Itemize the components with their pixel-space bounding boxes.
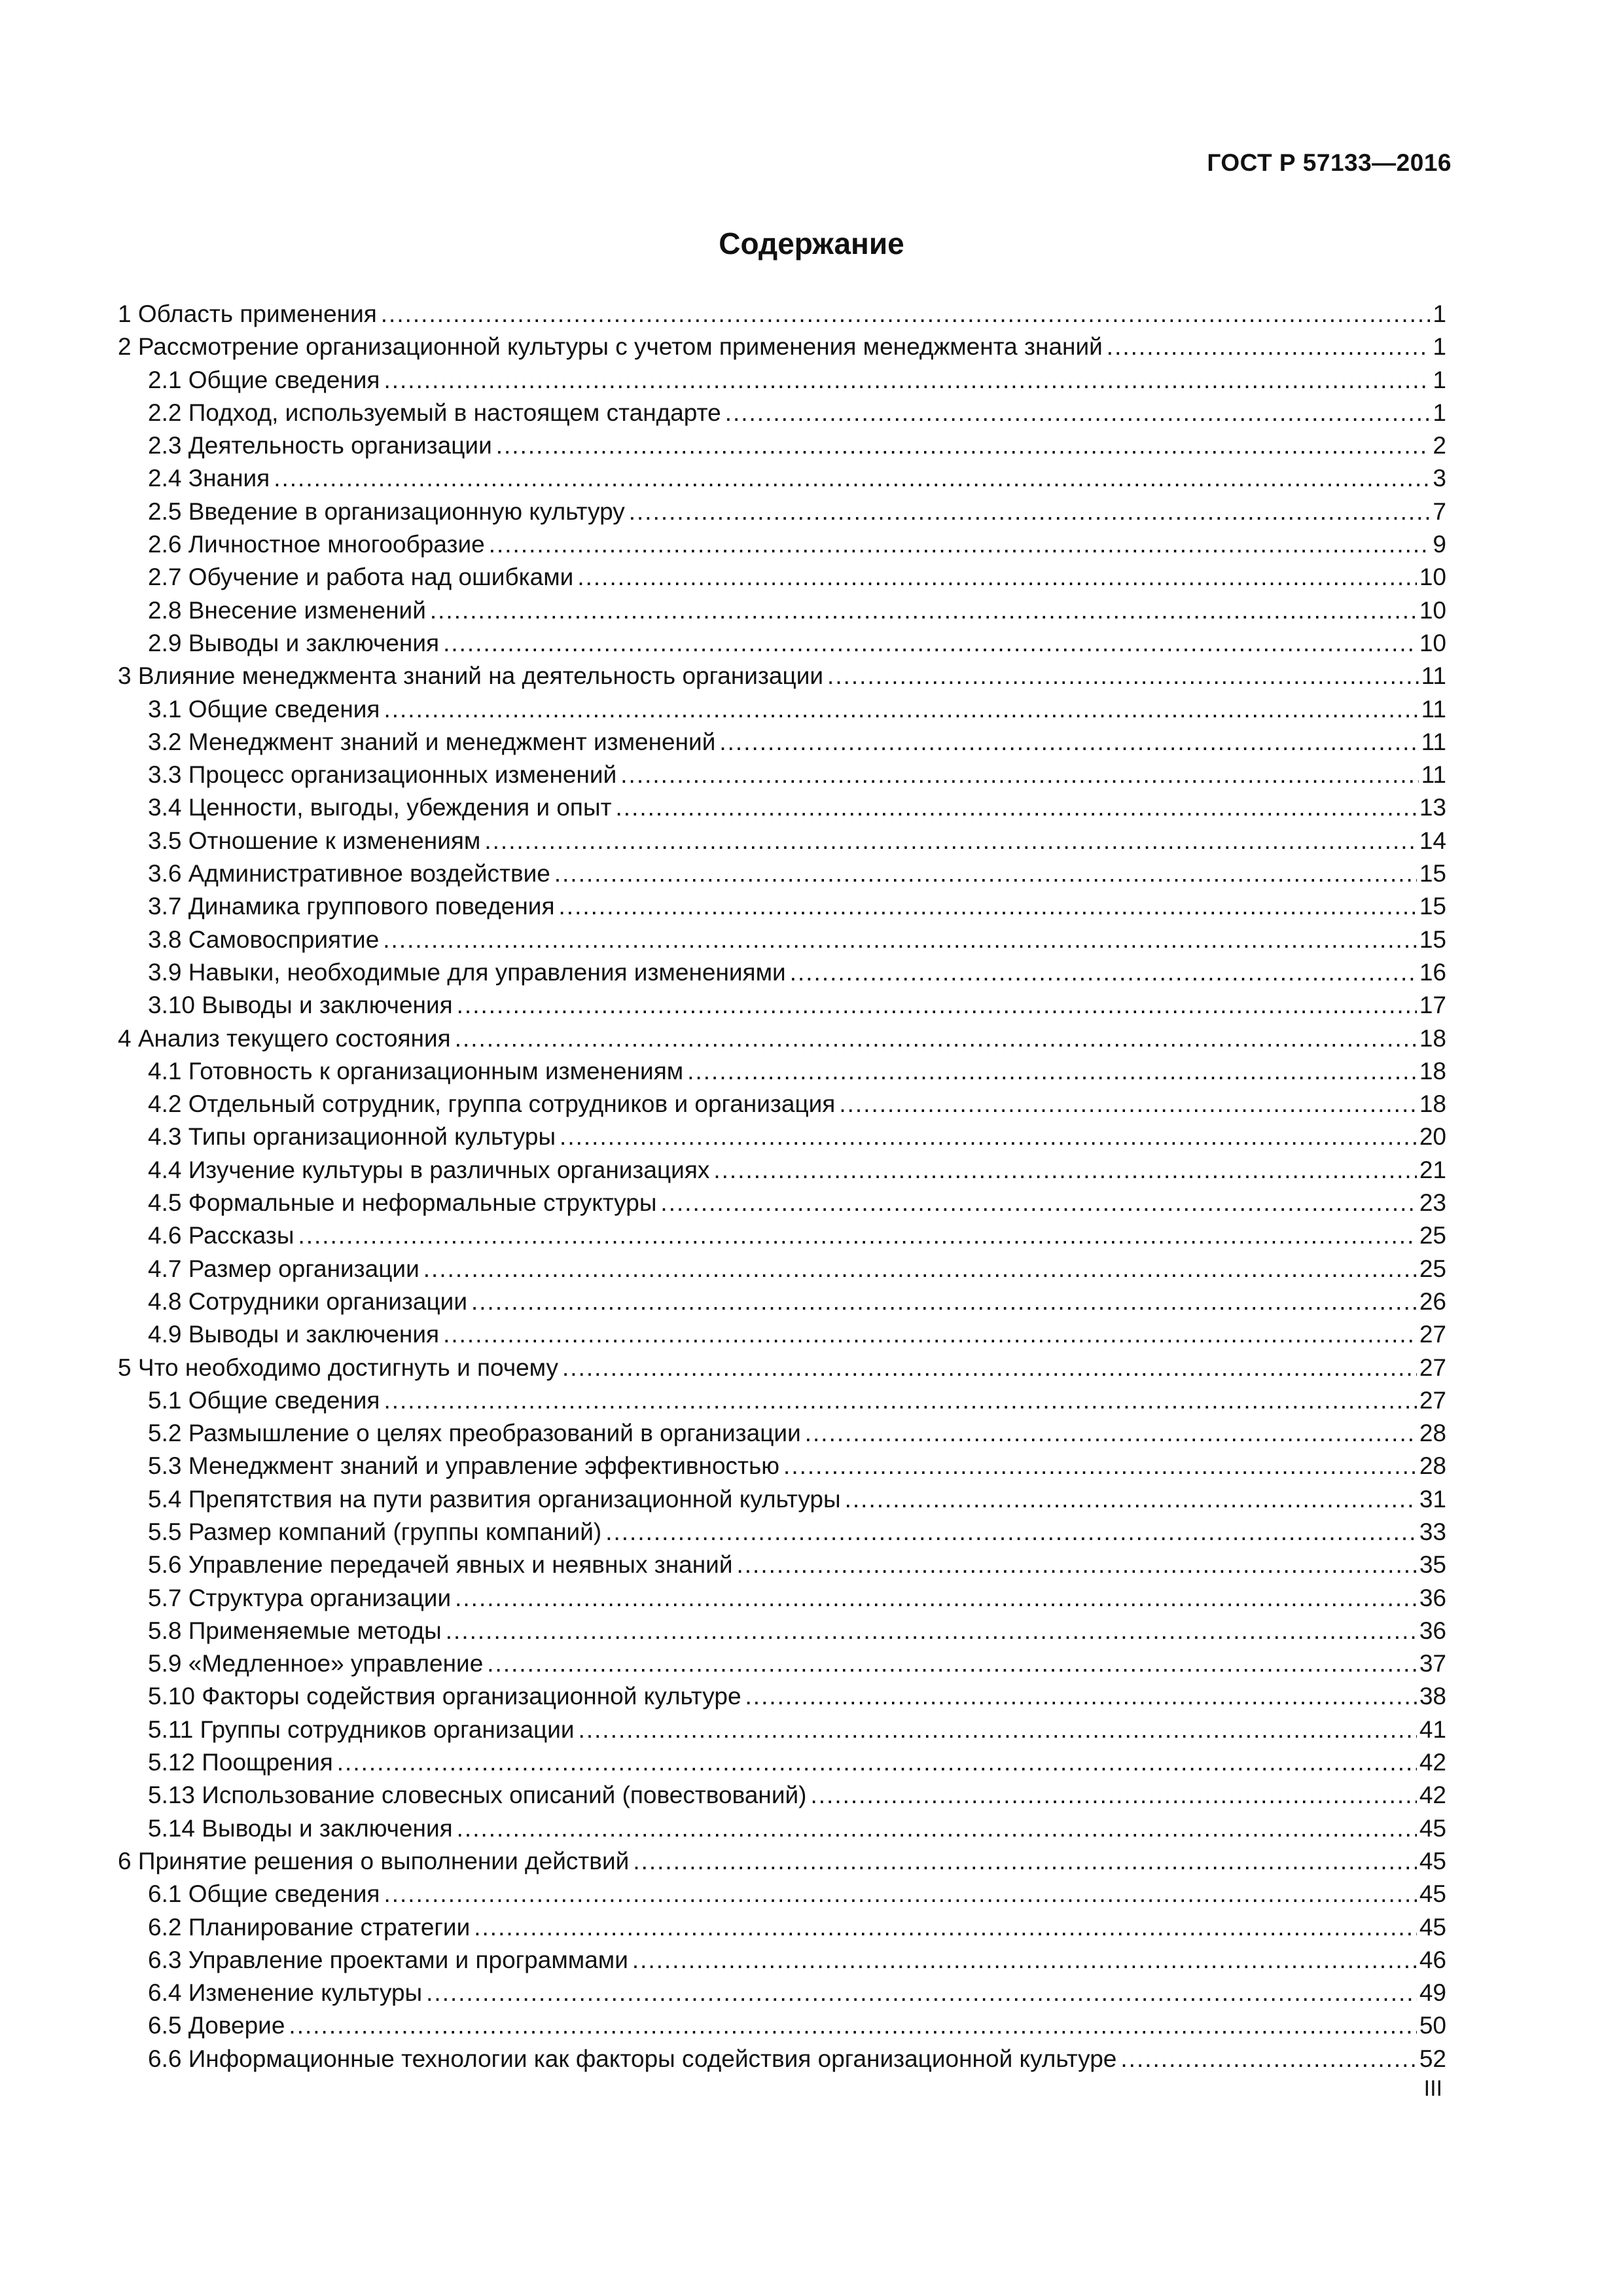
toc-entry[interactable] [118,1779,1446,1812]
toc-entry-page: 50 [1419,2012,1446,2039]
toc-dot-leader [457,1812,1417,1845]
toc-entry-page: 45 [1419,1847,1446,1874]
toc-dot-leader [577,561,1417,594]
toc-dot-leader [605,1516,1417,1549]
toc-entry-page: 14 [1419,827,1446,854]
toc-entry-label: 3.3 Процесс организационных изменений [148,761,617,789]
toc-entry[interactable] [118,1516,1446,1549]
toc-entry-label: 2.3 Деятельность организации [148,432,492,459]
toc-entry-label: 3 Влияние менеджмента знаний на деятельность организации [118,662,824,690]
toc-dot-leader [383,1878,1416,1910]
toc-dot-leader [633,1845,1417,1878]
toc-dot-leader [632,1944,1417,1977]
toc-entry-label: 3.7 Динамика группового поведения [148,893,555,920]
toc-entry[interactable] [118,1483,1446,1516]
toc-entry[interactable] [118,1549,1446,1581]
toc-dot-leader [383,364,1430,397]
document-code: ГОСТ Р 57133—2016 [1207,149,1452,176]
toc-entry-label: 2 Рассмотрение организационной культуры с учетом применения менеджмента знаний [118,333,1103,361]
toc-entry[interactable] [118,1121,1446,1153]
toc-entry-page: 18 [1419,1024,1446,1052]
toc-entry-page: 15 [1419,860,1446,888]
toc-entry[interactable] [118,1944,1446,1977]
toc-entry-label: 4.8 Сотрудники организации [148,1287,467,1315]
toc-entry[interactable] [118,1911,1446,1944]
page-title: Содержание [719,226,904,260]
toc-dot-leader [337,1746,1417,1779]
toc-entry-label: 3.5 Отношение к изменениям [148,827,481,854]
toc-entry-page: 41 [1419,1715,1446,1743]
toc-dot-leader [554,857,1417,890]
toc-entry[interactable] [118,857,1446,890]
toc-entry[interactable] [118,1878,1446,1910]
toc-entry-page: 27 [1419,1321,1446,1348]
toc-entry-page: 15 [1419,893,1446,920]
toc-entry-page: 17 [1419,992,1446,1019]
toc-entry-label: 5.8 Применяемые методы [148,1617,442,1644]
toc-entry-page: 1 [1433,366,1446,393]
toc-entry-label: 2.7 Обучение и работа над ошибками [148,564,574,591]
toc-dot-leader [426,1977,1417,2009]
toc-entry-page: 46 [1419,1946,1446,1973]
toc-entry-label: 6.3 Управление проектами и программами [148,1946,628,1973]
toc-entry[interactable] [118,627,1446,660]
toc-entry[interactable] [118,1746,1446,1779]
toc-entry[interactable] [118,1154,1446,1187]
toc-entry[interactable] [118,1845,1446,1878]
toc-entry[interactable] [118,2043,1446,2075]
toc-entry-label: 2.2 Подход, используемый в настоящем стандарте [148,399,721,426]
toc-dot-leader [383,693,1418,726]
toc-entry[interactable] [118,759,1446,791]
toc-entry-label: 5.10 Факторы содействия организационной культуре [148,1683,741,1710]
toc-dot-leader [298,1219,1416,1252]
toc-entry-label: 5.2 Размышление о целях преобразований в организации [148,1420,801,1447]
toc-entry-page: 45 [1419,1880,1446,1908]
toc-entry[interactable] [118,726,1446,759]
toc-entry-label: 5.4 Препятствия на пути развития организационной культуры [148,1485,841,1513]
toc-dot-leader [562,1352,1417,1384]
toc-entry-page: 1 [1433,399,1446,426]
toc-dot-leader [489,528,1431,561]
toc-entry-page: 16 [1419,958,1446,986]
page-number: III [1423,2076,1442,2101]
toc-entry-label: 2.1 Общие сведения [148,366,380,393]
toc-entry-label: 5.6 Управление передачей явных и неявных знаний [148,1551,733,1579]
toc-dot-leader [719,726,1418,759]
toc-entry-page: 37 [1419,1650,1446,1677]
toc-dot-leader [443,627,1417,660]
toc-entry[interactable] [118,1318,1446,1351]
toc-entry-page: 52 [1419,2045,1446,2072]
toc-entry-page: 11 [1421,728,1446,755]
toc-entry-label: 2.6 Личностное многообразие [148,531,485,558]
toc-entry-page: 1 [1433,333,1446,361]
toc-dot-leader [496,429,1431,462]
toc-entry[interactable] [118,1352,1446,1384]
toc-entry[interactable] [118,528,1446,561]
toc-entry-page: 23 [1419,1189,1446,1217]
toc-entry[interactable] [118,594,1446,627]
toc-dot-leader [274,462,1430,495]
toc-entry-page: 27 [1419,1386,1446,1414]
toc-entry-label: 6.2 Планирование стратегии [148,1913,471,1941]
toc-entry[interactable] [118,693,1446,726]
toc-entry-page: 25 [1419,1255,1446,1282]
toc-dot-leader [827,660,1419,692]
toc-entry-label: 5.9 «Медленное» управление [148,1650,484,1677]
toc-entry[interactable] [118,298,1446,331]
toc-dot-leader [811,1779,1417,1812]
toc-dot-leader [289,2009,1416,2042]
toc-entry-label: 6.5 Доверие [148,2012,285,2039]
toc-entry-label: 5.13 Использование словесных описаний (повествований) [148,1782,807,1809]
toc-entry-page: 26 [1419,1287,1446,1315]
toc-dot-leader [455,1022,1417,1055]
toc-entry-page: 25 [1419,1222,1446,1249]
toc-entry-label: 3.1 Общие сведения [148,695,380,723]
toc-entry-page: 11 [1421,695,1446,723]
toc-dot-leader [1120,2043,1416,2075]
toc-entry[interactable] [118,1417,1446,1450]
toc-entry-page: 45 [1419,1913,1446,1941]
toc-entry-label: 6 Принятие решения о выполнении действий [118,1847,630,1874]
toc-entry[interactable] [118,791,1446,824]
toc-entry-page: 10 [1419,596,1446,624]
toc-entry[interactable] [118,1582,1446,1615]
toc-entry-page: 21 [1419,1156,1446,1183]
toc-entry-page: 10 [1419,629,1446,656]
toc-entry-page: 10 [1419,564,1446,591]
toc-entry-page: 18 [1419,1090,1446,1118]
toc-dot-leader [383,1384,1416,1417]
toc-entry[interactable] [118,364,1446,397]
toc-dot-leader [443,1318,1417,1351]
toc-entry-label: 4.7 Размер организации [148,1255,419,1282]
toc-entry-label: 3.8 Самовосприятие [148,925,380,953]
toc-entry-label: 3.4 Ценности, выгоды, убеждения и опыт [148,794,612,821]
toc-dot-leader [430,594,1417,627]
toc-entry-label: 3.10 Выводы и заключения [148,992,453,1019]
toc-dot-leader [805,1417,1417,1450]
toc-entry[interactable] [118,890,1446,923]
toc-dot-leader [487,1647,1417,1680]
toc-entry-label: 3.6 Административное воздействие [148,860,550,888]
toc-entry-label: 5.12 Поощрения [148,1749,333,1776]
toc-entry[interactable] [118,397,1446,429]
toc-dot-leader [725,397,1431,429]
toc-entry-label: 5.1 Общие сведения [148,1386,380,1414]
toc-entry-page: 18 [1419,1057,1446,1085]
toc-dot-leader [713,1154,1416,1187]
toc-entry-page: 45 [1419,1814,1446,1842]
toc-entry-page: 42 [1419,1749,1446,1776]
toc-entry-label: 6.6 Информационные технологии как факторы содействия организационной культуре [148,2045,1117,2072]
toc-dot-leader [629,495,1431,528]
toc-dot-leader [383,924,1417,956]
toc-entry-label: 5 Что необходимо достигнуть и почему [118,1354,559,1381]
toc-entry-page: 11 [1421,662,1446,690]
toc-entry-page: 49 [1419,1979,1446,2007]
toc-entry[interactable] [118,1187,1446,1219]
toc-entry[interactable] [118,1615,1446,1647]
toc-entry-label: 4.6 Рассказы [148,1222,294,1249]
toc-entry-label: 4 Анализ текущего состояния [118,1024,451,1052]
toc-entry-label: 6.4 Изменение культуры [148,1979,423,2007]
toc-dot-leader [620,759,1418,791]
toc-entry-label: 1 Область применения [118,300,377,327]
toc-dot-leader [474,1911,1417,1944]
toc-entry[interactable] [118,561,1446,594]
toc-entry-page: 27 [1419,1354,1446,1381]
toc-dot-leader [616,791,1417,824]
toc-dot-leader [687,1055,1417,1088]
toc-entry[interactable] [118,2009,1446,2042]
toc-entry[interactable] [118,660,1446,692]
toc-dot-leader [845,1483,1417,1516]
toc-entry-page: 13 [1419,794,1446,821]
toc-entry-page: 42 [1419,1782,1446,1809]
toc-entry-page: 15 [1419,925,1446,953]
toc-dot-leader [560,1121,1417,1153]
toc-entry-label: 4.2 Отдельный сотрудник, группа сотрудников и организация [148,1090,836,1118]
toc-entry[interactable] [118,989,1446,1022]
toc-entry-page: 31 [1419,1485,1446,1513]
toc-entry-label: 2.9 Выводы и заключения [148,629,440,656]
toc-entry[interactable] [118,331,1446,363]
toc-entry-page: 36 [1419,1617,1446,1644]
toc-entry[interactable] [118,1285,1446,1318]
toc-entry-label: 2.4 Знания [148,465,270,492]
toc-entry-page: 38 [1419,1683,1446,1710]
toc-entry[interactable] [118,1219,1446,1252]
toc-entry-page: 33 [1419,1518,1446,1545]
toc-entry-label: 2.8 Внесение изменений [148,596,426,624]
toc-entry[interactable] [118,1055,1446,1088]
toc-entry-page: 7 [1433,497,1446,525]
toc-dot-leader [790,956,1417,989]
toc-entry-page: 28 [1419,1420,1446,1447]
toc-entry-page: 11 [1421,761,1446,789]
toc-entry[interactable] [118,1088,1446,1121]
toc-entry[interactable] [118,1713,1446,1746]
toc-entry[interactable] [118,825,1446,857]
toc-entry[interactable] [118,1253,1446,1285]
toc-entry-label: 5.14 Выводы и заключения [148,1814,453,1842]
toc-entry[interactable] [118,1450,1446,1482]
toc-entry-label: 4.3 Типы организационной культуры [148,1123,556,1151]
toc-entry[interactable] [118,956,1446,989]
toc-dot-leader [471,1285,1417,1318]
toc-dot-leader [783,1450,1417,1482]
toc-dot-leader [455,1582,1417,1615]
toc-dot-leader [737,1549,1417,1581]
toc-entry-page: 20 [1419,1123,1446,1151]
toc-entry[interactable] [118,462,1446,495]
toc-entry[interactable] [118,1977,1446,2009]
table-of-contents [118,298,1446,2075]
toc-dot-leader [457,989,1417,1022]
toc-entry[interactable] [118,495,1446,528]
toc-dot-leader [1107,331,1431,363]
toc-entry[interactable] [118,429,1446,462]
toc-entry[interactable] [118,1647,1446,1680]
toc-entry-page: 35 [1419,1551,1446,1579]
toc-dot-leader [423,1253,1417,1285]
toc-dot-leader [745,1680,1417,1713]
toc-dot-leader [579,1713,1417,1746]
toc-entry-label: 2.5 Введение в организационную культуру [148,497,625,525]
toc-entry-label: 4.1 Готовность к организационным изменениям [148,1057,684,1085]
toc-entry-label: 3.9 Навыки, необходимые для управления изменениями [148,958,786,986]
toc-dot-leader [446,1615,1417,1647]
toc-entry-page: 3 [1433,465,1446,492]
toc-entry-label: 5.11 Группы сотрудников организации [148,1715,575,1743]
toc-entry-page: 9 [1433,531,1446,558]
toc-entry-label: 5.3 Менеджмент знаний и управление эффективностью [148,1452,780,1480]
toc-entry-label: 5.7 Структура организации [148,1584,452,1611]
toc-dot-leader [381,298,1431,331]
toc-entry-label: 4.5 Формальные и неформальные структуры [148,1189,657,1217]
toc-entry-page: 28 [1419,1452,1446,1480]
toc-entry[interactable] [118,1022,1446,1055]
toc-dot-leader [839,1088,1416,1121]
toc-dot-leader [484,825,1416,857]
toc-entry-page: 1 [1433,300,1446,327]
toc-entry-label: 6.1 Общие сведения [148,1880,380,1908]
toc-entry-page: 2 [1433,432,1446,459]
toc-dot-leader [660,1187,1416,1219]
toc-entry-page: 36 [1419,1584,1446,1611]
toc-dot-leader [559,890,1417,923]
toc-entry-label: 5.5 Размер компаний (группы компаний) [148,1518,602,1545]
toc-entry[interactable] [118,924,1446,956]
toc-entry-label: 3.2 Менеджмент знаний и менеджмент изменений [148,728,716,755]
toc-entry[interactable] [118,1680,1446,1713]
toc-entry[interactable] [118,1812,1446,1845]
toc-entry[interactable] [118,1384,1446,1417]
toc-entry-label: 4.9 Выводы и заключения [148,1321,440,1348]
toc-entry-label: 4.4 Изучение культуры в различных организациях [148,1156,710,1183]
